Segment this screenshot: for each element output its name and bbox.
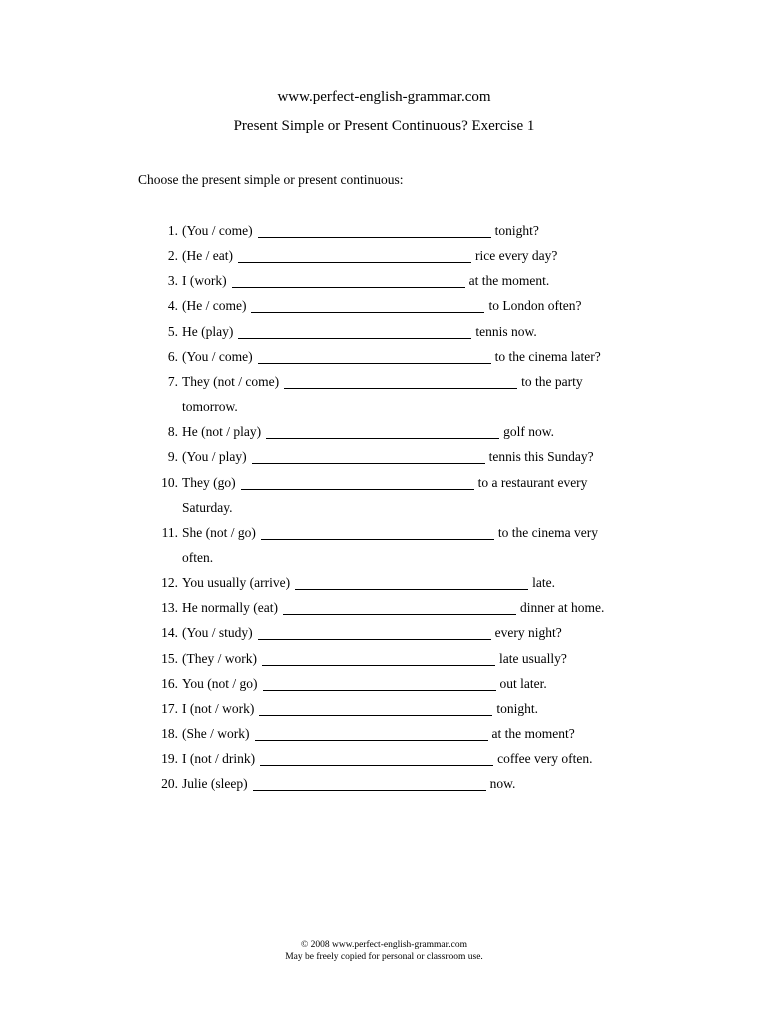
- exercise-suffix: now.: [489, 776, 516, 792]
- exercise-suffix: rice every day?: [474, 248, 558, 264]
- exercise-prompt: Julie (sleep): [182, 776, 248, 792]
- exercise-prompt: He (play): [182, 323, 234, 339]
- exercise-prompt: (You / play): [182, 449, 247, 465]
- footer-copyright: © 2008 www.perfect-english-grammar.com: [301, 940, 467, 950]
- exercise-suffix: tonight?: [494, 223, 539, 238]
- exercise-item: [150, 372, 583, 392]
- exercise-prompt: I (not / drink): [182, 751, 256, 767]
- exercise-number: 4.: [167, 298, 178, 314]
- exercise-suffix: at the moment?: [491, 726, 575, 741]
- answer-blank[interactable]: [283, 600, 516, 615]
- exercise-item: [150, 649, 567, 669]
- answer-blank[interactable]: [261, 525, 494, 540]
- exercise-item: [150, 623, 562, 643]
- exercise-item: [150, 271, 549, 291]
- site-url: www.perfect-english-grammar.com: [277, 89, 491, 105]
- exercise-number: 11.: [161, 524, 178, 540]
- exercise-suffix: to London often?: [488, 298, 582, 314]
- exercise-suffix: out later.: [499, 675, 547, 691]
- exercise-item: [150, 473, 587, 493]
- exercise-continuation: often.: [182, 549, 214, 565]
- exercise-item: [150, 674, 547, 694]
- exercise-item: [150, 724, 575, 744]
- exercise-prompt: (He / come): [182, 298, 247, 314]
- exercise-suffix: every night?: [494, 625, 562, 641]
- exercise-number: 7.: [167, 373, 178, 389]
- exercise-prompt: I (not / work): [182, 700, 255, 716]
- exercise-number: 8.: [167, 424, 178, 440]
- exercise-continuation: tomorrow.: [182, 399, 238, 415]
- exercise-prompt: (They / work): [182, 650, 257, 666]
- exercise-prompt: They (not / come): [182, 373, 280, 389]
- footer: [0, 939, 768, 963]
- exercise-item: [150, 221, 539, 241]
- exercise-prompt: (You / come): [182, 348, 253, 364]
- answer-blank[interactable]: [238, 324, 471, 339]
- exercise-item: [150, 774, 515, 794]
- exercise-prompt: They (go): [182, 474, 236, 490]
- exercise-item: [150, 699, 538, 719]
- exercise-item: [150, 347, 601, 367]
- exercise-number: 2.: [167, 248, 178, 264]
- exercise-number: 20.: [161, 776, 178, 792]
- answer-blank[interactable]: [284, 374, 517, 389]
- exercise-number: 16.: [161, 675, 178, 691]
- exercise-suffix: tennis now.: [475, 323, 537, 339]
- answer-blank[interactable]: [258, 625, 491, 640]
- exercise-prompt: You usually (arrive): [182, 575, 291, 591]
- instruction-text: Choose the present simple or present continuous:: [138, 172, 404, 187]
- exercise-continuation: Saturday.: [182, 499, 233, 515]
- answer-blank[interactable]: [253, 776, 486, 791]
- exercise-prompt: (You / study): [182, 625, 253, 641]
- exercise-number: 1.: [167, 223, 178, 238]
- exercise-prompt: (You / come): [182, 223, 253, 238]
- exercise-item: [150, 573, 555, 593]
- exercise-number: 19.: [161, 751, 178, 767]
- exercise-item: [150, 296, 581, 316]
- exercise-suffix: tennis this Sunday?: [488, 449, 594, 465]
- footer-usage-note: May be freely copied for personal or classroom use.: [285, 952, 483, 962]
- answer-blank[interactable]: [266, 424, 499, 439]
- answer-blank[interactable]: [258, 223, 491, 238]
- exercise-suffix: late.: [532, 575, 555, 591]
- answer-blank[interactable]: [238, 248, 471, 263]
- exercise-suffix: tonight.: [496, 700, 538, 716]
- exercise-suffix: to the cinema later?: [494, 348, 601, 364]
- exercise-number: 5.: [167, 323, 178, 339]
- exercise-suffix: to the cinema very: [497, 524, 598, 540]
- exercise-item: [150, 246, 557, 266]
- exercise-number: 6.: [167, 348, 178, 364]
- exercise-number: 18.: [161, 726, 178, 741]
- answer-blank[interactable]: [263, 676, 496, 691]
- answer-blank[interactable]: [260, 751, 493, 766]
- exercise-number: 17.: [161, 700, 178, 716]
- answer-blank[interactable]: [232, 273, 465, 288]
- exercise-number: 13.: [161, 600, 178, 616]
- exercise-item: [150, 447, 594, 467]
- exercise-prompt: You (not / go): [182, 675, 258, 691]
- answer-blank[interactable]: [295, 575, 528, 590]
- exercise-item: [150, 523, 598, 543]
- exercise-number: 15.: [161, 650, 178, 666]
- exercise-number: 3.: [167, 273, 178, 289]
- exercise-prompt: She (not / go): [182, 524, 256, 540]
- exercise-suffix: coffee very often.: [497, 751, 593, 767]
- exercise-number: 9.: [167, 449, 178, 465]
- exercise-suffix: golf now.: [503, 424, 554, 440]
- exercise-number: 10.: [161, 474, 178, 490]
- exercise-item: [150, 322, 537, 342]
- exercise-suffix: at the moment.: [468, 273, 550, 289]
- exercise-item: [150, 422, 554, 442]
- exercise-suffix: to a restaurant every: [477, 474, 588, 490]
- exercise-item: [150, 749, 592, 769]
- page-title: Present Simple or Present Continuous? Exercise 1: [233, 118, 535, 134]
- answer-blank[interactable]: [262, 651, 495, 666]
- exercise-suffix: dinner at home.: [519, 600, 605, 616]
- exercise-suffix: to the party: [521, 373, 583, 389]
- answer-blank[interactable]: [259, 701, 492, 716]
- exercise-prompt: (She / work): [182, 726, 250, 741]
- exercise-prompt: I (work): [182, 273, 227, 289]
- exercise-prompt: (He / eat): [182, 248, 233, 264]
- exercise-number: 14.: [161, 625, 178, 641]
- answer-blank[interactable]: [252, 449, 485, 464]
- exercise-prompt: He normally (eat): [182, 600, 278, 616]
- answer-blank[interactable]: [255, 726, 488, 741]
- exercise-suffix: late usually?: [498, 650, 567, 666]
- answer-blank[interactable]: [251, 298, 484, 313]
- answer-blank[interactable]: [241, 475, 474, 490]
- exercise-number: 12.: [161, 575, 178, 591]
- answer-blank[interactable]: [258, 349, 491, 364]
- exercise-prompt: He (not / play): [182, 424, 262, 440]
- exercise-item: [150, 598, 604, 618]
